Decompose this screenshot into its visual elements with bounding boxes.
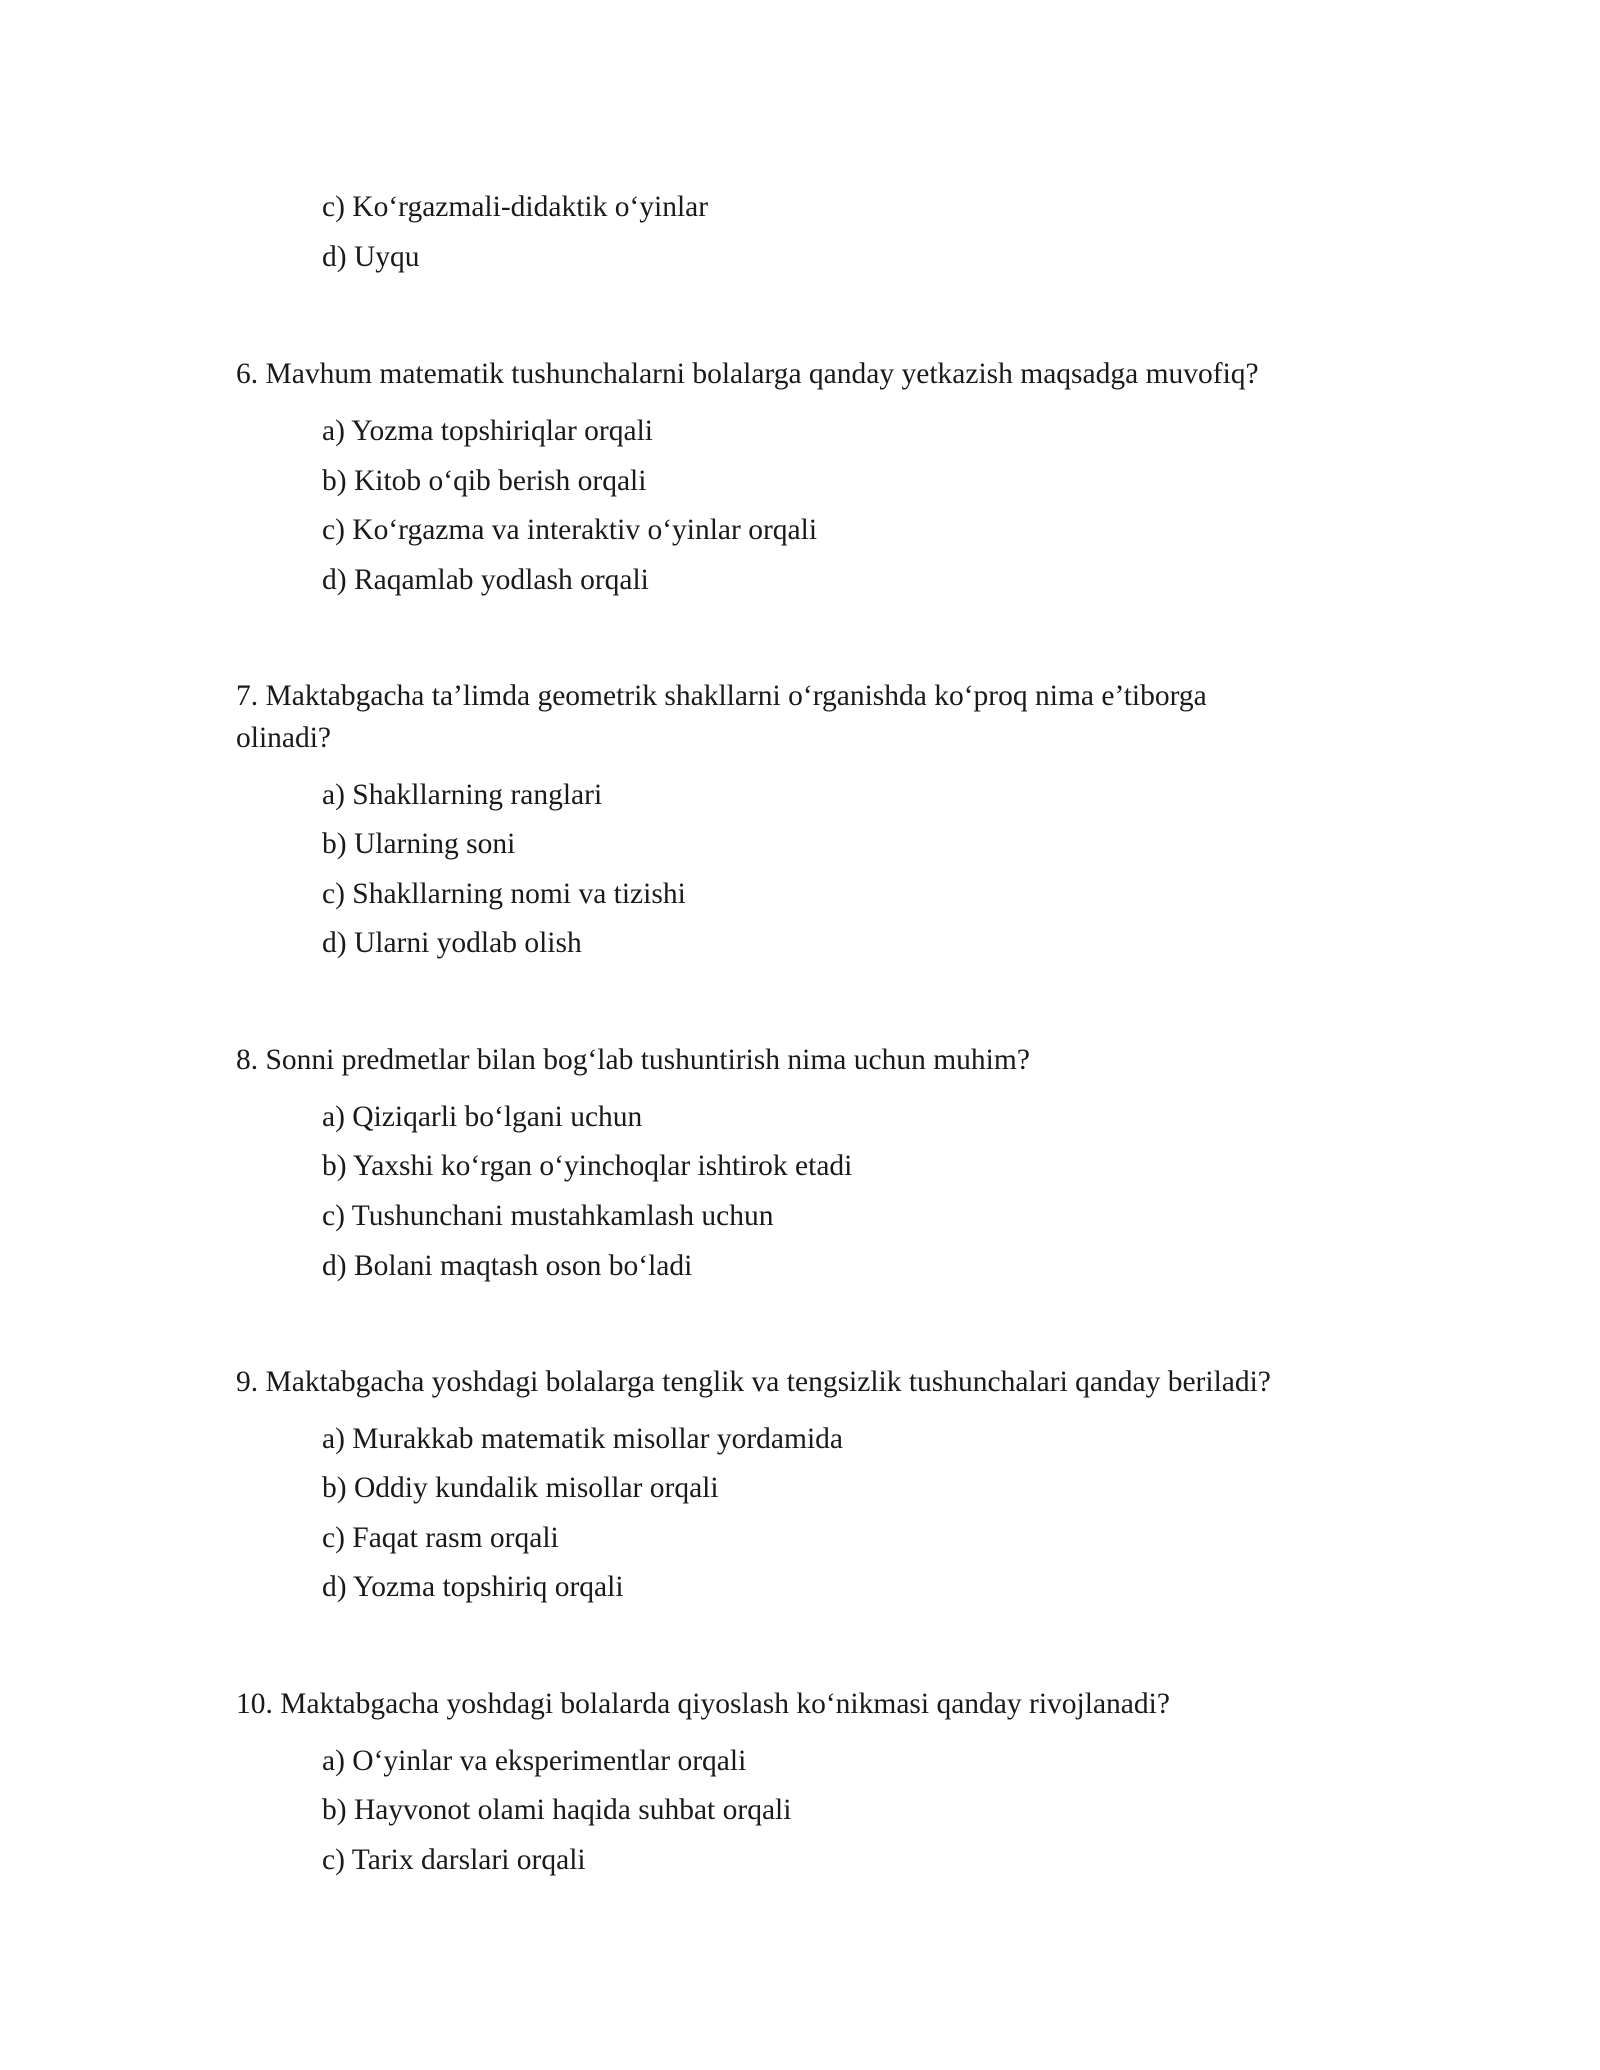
question-text: olinadi? bbox=[236, 722, 332, 754]
option-item: c) Shakllarning nomi va tizishi bbox=[322, 878, 686, 910]
question-text: 7. Maktabgacha ta’limda geometrik shakllarni oʻrganishda koʻproq nima e’tiborga bbox=[236, 680, 1207, 712]
option-item: b) Oddiy kundalik misollar orqali bbox=[322, 1472, 719, 1504]
option-item: d) Ularni yodlab olish bbox=[322, 927, 582, 959]
option-item: c) Koʻrgazma va interaktiv oʻyinlar orqali bbox=[322, 514, 818, 546]
question-text: 6. Mavhum matematik tushunchalarni bolalarga qanday yetkazish maqsadga muvofiq? bbox=[236, 358, 1259, 390]
option-item: b) Yaxshi koʻrgan oʻyinchoqlar ishtirok etadi bbox=[322, 1150, 853, 1182]
option-item: c) Tarix darslari orqali bbox=[322, 1844, 586, 1876]
question-text: 9. Maktabgacha yoshdagi bolalarga tenglik va tengsizlik tushunchalari qanday beriladi? bbox=[236, 1366, 1271, 1398]
option-item: d) Uyqu bbox=[322, 241, 420, 273]
question-text: 10. Maktabgacha yoshdagi bolalarda qiyoslash koʻnikmasi qanday rivojlanadi? bbox=[236, 1688, 1170, 1720]
option-item: d) Raqamlab yodlash orqali bbox=[322, 564, 649, 596]
option-item: a) Shakllarning ranglari bbox=[322, 779, 603, 811]
option-item: c) Faqat rasm orqali bbox=[322, 1522, 559, 1554]
option-item: c) Koʻrgazmali-didaktik oʻyinlar bbox=[322, 191, 709, 223]
option-item: a) Oʻyinlar va eksperimentlar orqali bbox=[322, 1745, 747, 1777]
option-item: a) Qiziqarli boʻlgani uchun bbox=[322, 1101, 643, 1133]
option-item: d) Yozma topshiriq orqali bbox=[322, 1571, 624, 1603]
option-item: b) Kitob oʻqib berish orqali bbox=[322, 465, 647, 497]
option-item: a) Yozma topshiriqlar orqali bbox=[322, 415, 653, 447]
option-item: d) Bolani maqtash oson boʻladi bbox=[322, 1250, 693, 1282]
option-item: b) Ularning soni bbox=[322, 828, 516, 860]
option-item: c) Tushunchani mustahkamlash uchun bbox=[322, 1200, 774, 1232]
option-item: a) Murakkab matematik misollar yordamida bbox=[322, 1423, 844, 1455]
option-item: b) Hayvonot olami haqida suhbat orqali bbox=[322, 1794, 792, 1826]
question-text: 8. Sonni predmetlar bilan bogʻlab tushuntirish nima uchun muhim? bbox=[236, 1044, 1030, 1076]
